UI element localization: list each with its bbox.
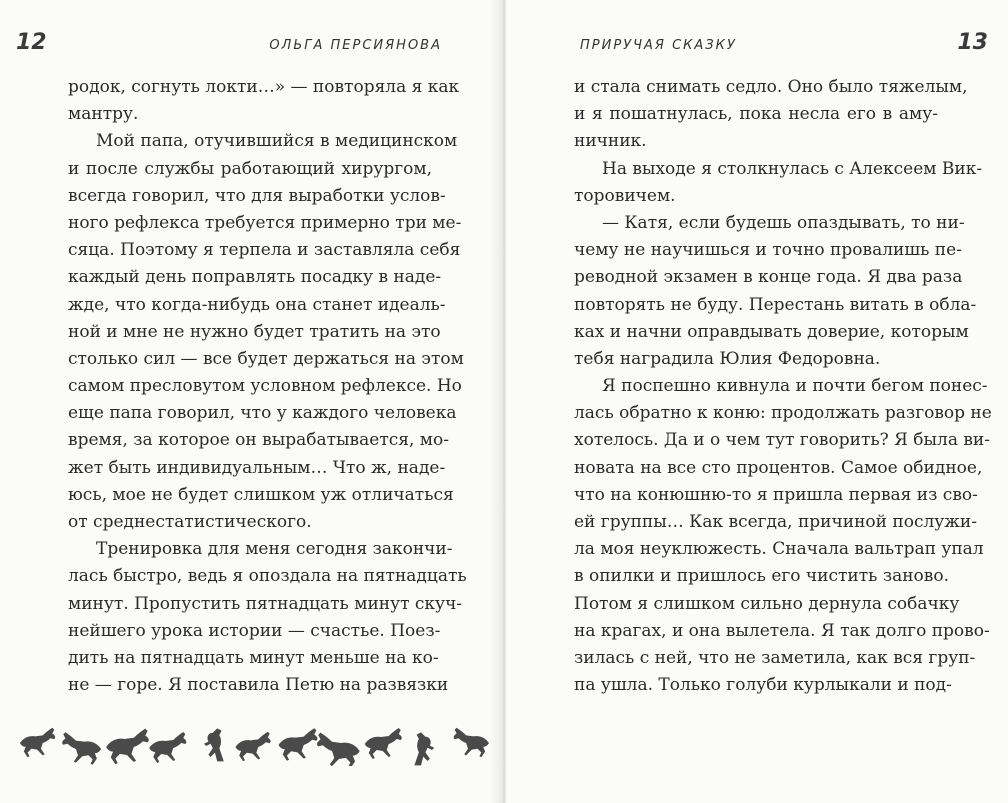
text-line: жде, что когда-нибудь она станет идеаль- [68, 294, 446, 315]
horse-icon [20, 728, 55, 757]
horse-icon [365, 728, 402, 759]
text-line: от среднестатистического. [68, 512, 312, 532]
horse-icon [204, 728, 224, 761]
text-line: еще папа говорил, что у каждого человека [68, 403, 457, 424]
horse-icon [414, 732, 434, 765]
text-line: лась обратно к коню: продолжать разговор не [574, 403, 992, 424]
text-line: в опилки и пришлось его чистить заново. [574, 566, 950, 587]
text-line: что на конюшню-то я пришла первая из сво- [574, 484, 978, 505]
text-line: и я пошатнулась, пока несла его в аму- [574, 104, 938, 125]
text-line: каждый день поправлять посадку в наде- [68, 267, 442, 288]
page-body-text [68, 74, 467, 699]
page-number: 12 [16, 30, 47, 55]
text-line: — Катя, если будешь опаздывать, то ни- [602, 212, 965, 233]
running-head-author: ОЛЬГА ПЕРСИЯНОВА [269, 38, 442, 53]
page-number: 13 [957, 30, 988, 55]
text-line: реводной экзамен в конце года. Я два раза [574, 267, 963, 288]
text-line: на крагах, и она вылетела. Я так долго прово- [574, 620, 990, 641]
text-line: минут. Пропустить пятнадцать минут скуч- [68, 593, 463, 614]
text-line: дить на пятнадцать минут меньше на ко- [68, 647, 439, 668]
horse-icon [454, 728, 489, 757]
text-line: самом пресловутом условном рефлексе. Но [68, 376, 462, 397]
text-line: лась быстро, ведь я опоздала на пятнадцать [68, 566, 467, 587]
running-head-title: ПРИРУЧАЯ СКАЗКУ [580, 38, 737, 53]
text-line: ного рефлекса требуется примерно три ме- [68, 212, 462, 233]
right-page [506, 0, 1008, 803]
horse-icon [106, 729, 149, 765]
text-line: Потом я слишком сильно дернула собачку [574, 593, 960, 614]
text-line: и после службы работающий хирургом, [68, 158, 432, 179]
text-line: тебя наградила Юлия Федоровна. [574, 348, 881, 369]
horse-icon [235, 732, 270, 761]
horse-icon [317, 733, 360, 766]
horse-icon [62, 732, 101, 765]
text-line: юсь, мое не будет слишком уж отличаться [68, 484, 454, 505]
text-line: родок, согнуть локти…» — повторяла я как [68, 77, 460, 97]
text-line: сяца. Поэтому я терпела и заставляла себя [68, 240, 461, 261]
text-line: жет быть индивидуальным… Что ж, наде- [68, 457, 446, 478]
text-line: ла моя неуклюжесть. Сначала вальтрап упал [574, 539, 984, 560]
text-line: зилась с ней, что не заметила, как вся груп- [574, 647, 976, 668]
text-line: ничник. [574, 131, 647, 152]
text-line: ках и начни оправдывать доверие, которым [574, 321, 969, 342]
left-page [0, 0, 502, 803]
text-line: па ушла. Только голуби курлыкали и под- [574, 675, 952, 696]
horse-icon [149, 732, 186, 763]
text-line: чему не научишься и точно провалишь пе- [574, 240, 962, 261]
horses-border-icon [18, 716, 492, 766]
text-line: время, за которое он вырабатывается, мо- [68, 430, 449, 451]
text-line: ей группы… Как всегда, причиной послужи- [574, 512, 977, 532]
text-line: мантру. [68, 104, 139, 125]
text-line: Я поспешно кивнула и почти бегом понес- [602, 376, 988, 397]
text-line: новата на все сто процентов. Самое обидное, [574, 457, 983, 478]
page-body-text [574, 74, 992, 699]
text-line: нейшего урока истории — счастье. Поез- [68, 620, 441, 641]
text-line: На выходе я столкнулась с Алексеем Вик- [602, 158, 983, 179]
horse-icon [279, 728, 318, 761]
text-line: всегда говорил, что для выработки услов- [68, 185, 446, 206]
text-line: столько сил — все будет держаться на этом [68, 348, 464, 369]
text-line: торовичем. [574, 185, 676, 206]
text-line: Тренировка для меня сегодня закончи- [96, 539, 453, 560]
text-line: и стала снимать седло. Оно было тяжелым, [574, 77, 968, 97]
text-line: ной и мне не нужно будет тратить на это [68, 321, 441, 342]
text-line: повторять не буду. Перестань витать в обла- [574, 294, 977, 315]
text-line: Мой папа, отучившийся в медицинском [96, 131, 458, 152]
text-line: хотелось. Да и о чем тут говорить? Я была ви- [574, 430, 991, 451]
text-line: не — горе. Я поставила Петю на развязки [68, 675, 449, 696]
